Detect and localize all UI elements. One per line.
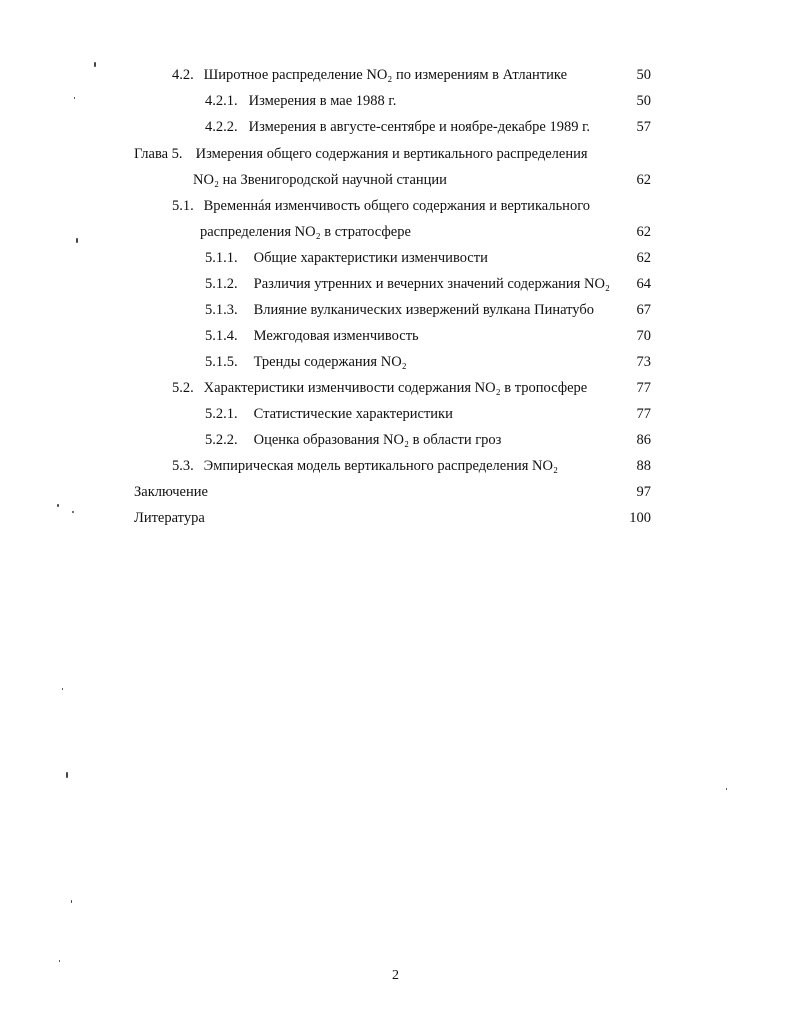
toc-entry-5-1-4 (205, 325, 419, 347)
scan-speck (726, 788, 727, 790)
toc-title-continuation: распределения NO₂ в стратосфере (200, 224, 411, 240)
toc-entry-5-2-2 (205, 429, 501, 451)
toc-number: 4.2.2. (205, 119, 238, 135)
toc-page-number: 73 (636, 354, 651, 370)
toc-entry-5-1 (172, 195, 590, 217)
toc-page-number: 77 (636, 380, 651, 396)
scan-speck (62, 688, 63, 690)
toc-page-number: 50 (636, 67, 651, 83)
scan-speck (72, 511, 74, 513)
toc-entry-5-1-3 (205, 299, 594, 321)
toc-page-number: 70 (636, 328, 651, 344)
toc-title: Литература (134, 510, 205, 526)
toc-page-number: 62 (636, 224, 651, 240)
toc-title: Различия утренних и вечерних значений содержания NO₂ (253, 276, 610, 292)
toc-page-number: 100 (629, 510, 651, 526)
toc-title: Оценка образования NO₂ в области гроз (253, 432, 502, 448)
toc-page-number: 62 (636, 250, 651, 266)
toc-page-number: 86 (636, 432, 651, 448)
toc-title-continuation: NO₂ на Звенигородской научной станции (193, 172, 447, 188)
toc-title: Заключение (134, 484, 208, 500)
toc-title: Измерения в августе-сентябре и ноябре-декабре 1989 г. (248, 119, 591, 135)
toc-entry-chapter-5 (134, 143, 588, 165)
scan-speck (76, 238, 78, 243)
scan-speck (71, 900, 72, 903)
toc-page-number: 64 (636, 276, 651, 292)
toc-title: Эмпирическая модель вертикального распределения NO₂ (203, 458, 559, 474)
toc-page-number: 62 (636, 172, 651, 188)
toc-page-number: 88 (636, 458, 651, 474)
toc-title: Тренды содержания NO₂ (253, 354, 407, 370)
toc-title: Измерения в мае 1988 г. (248, 93, 397, 109)
scan-speck (57, 504, 59, 507)
toc-entry-5-1-continuation (200, 221, 411, 243)
toc-title: Измерения общего содержания и вертикального распределения (195, 146, 588, 162)
toc-number: 5.2.1. (205, 406, 238, 422)
toc-title: Статистические характеристики (253, 406, 453, 422)
toc-title: Межгодовая изменчивость (253, 328, 419, 344)
toc-number: 5.1.5. (205, 354, 238, 370)
toc-number: 5.1. (172, 198, 194, 214)
toc-entry-5-1-5 (205, 351, 407, 373)
toc-entry-4-2 (172, 64, 567, 86)
page-number-footer: 2 (392, 968, 399, 983)
toc-number: 5.2. (172, 380, 194, 396)
toc-entry-5-2-1 (205, 403, 453, 425)
scan-speck (74, 97, 75, 99)
toc-entry-5-1-1 (205, 247, 488, 269)
toc-title: Влияние вулканических извержений вулкана Пинатубо (253, 302, 594, 318)
toc-entry-conclusion (134, 481, 208, 503)
toc-entry-chapter-5-continuation (193, 169, 447, 191)
toc-page-number: 50 (636, 93, 651, 109)
toc-number: 4.2. (172, 67, 194, 83)
toc-page-number: 97 (636, 484, 651, 500)
scan-speck (59, 960, 60, 962)
toc-entry-4-2-1 (205, 90, 396, 112)
toc-title: Общие характеристики изменчивости (253, 250, 488, 266)
toc-number: 5.2.2. (205, 432, 238, 448)
toc-entry-5-2 (172, 377, 587, 399)
toc-number: 5.1.2. (205, 276, 238, 292)
toc-title: Временнáя изменчивость общего содержания и вертикального (203, 198, 591, 214)
toc-entry-5-1-2 (205, 273, 610, 295)
scan-speck (66, 772, 68, 778)
toc-number: Глава 5. (134, 146, 183, 162)
toc-entry-references (134, 507, 205, 529)
toc-page-number: 67 (636, 302, 651, 318)
toc-number: 5.1.3. (205, 302, 238, 318)
toc-title: Характеристики изменчивости содержания NO₂ в тропосфере (203, 380, 588, 396)
toc-number: 5.3. (172, 458, 194, 474)
toc-number: 5.1.4. (205, 328, 238, 344)
toc-title: Широтное распределение NO₂ по измерениям в Атлантике (203, 67, 568, 83)
toc-number: 4.2.1. (205, 93, 238, 109)
toc-page-number: 57 (636, 119, 651, 135)
toc-entry-5-3 (172, 455, 558, 477)
toc-number: 5.1.1. (205, 250, 238, 266)
toc-page-number: 77 (636, 406, 651, 422)
scan-speck (94, 62, 96, 67)
toc-entry-4-2-2 (205, 116, 590, 138)
